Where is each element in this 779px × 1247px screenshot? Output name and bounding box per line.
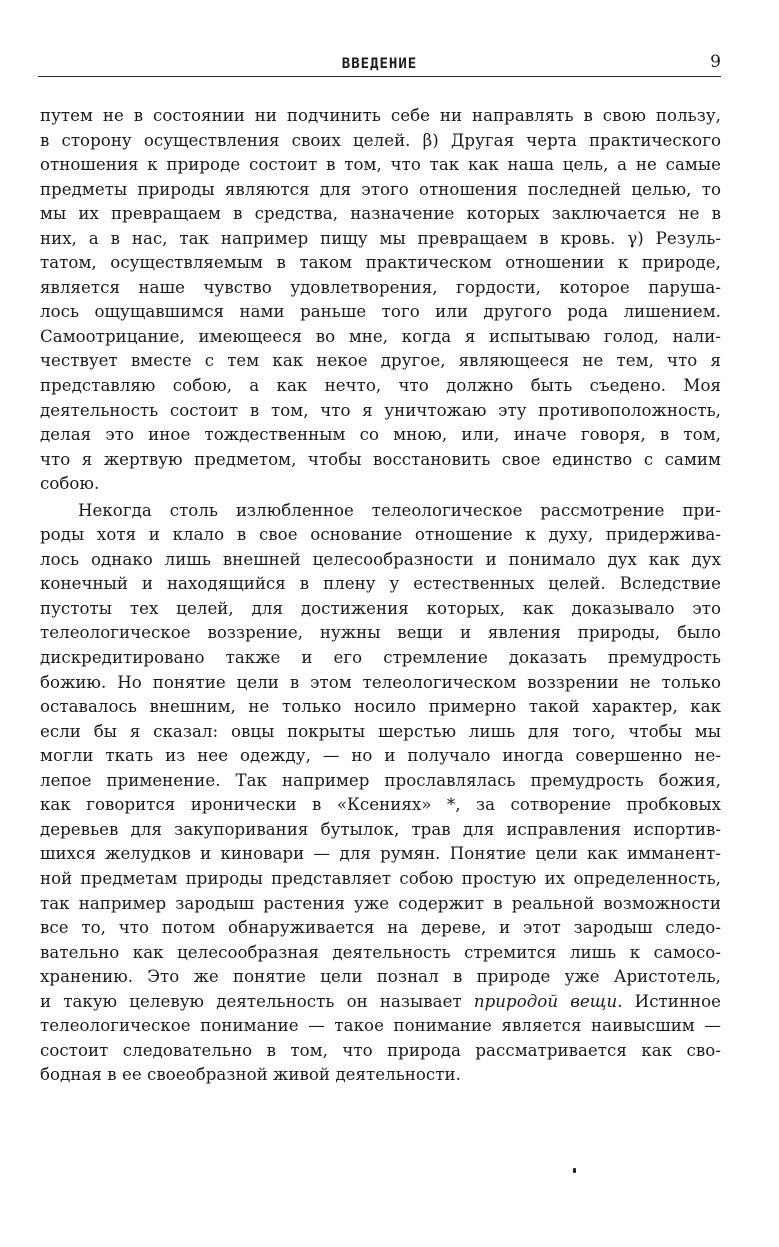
text-line: божию. Но понятие цели в этом телеологическом воззрении не только (40, 672, 721, 692)
text-line: татом, осуществляемым в таком практическом отношении к природе, (40, 253, 721, 273)
text-line: деревьев для закупоривания бутылок, трав для исправления испортив- (40, 819, 721, 839)
text-line: в сторону осуществления своих целей. β) Другая черта практического (40, 130, 721, 150)
text-line: отношения к природе состоит в том, что так как наша цель, а не самые (40, 155, 721, 175)
text-line: является наше чувство удовлетворения, гордости, которое парушa- (40, 277, 721, 297)
page-number: 9 (710, 52, 721, 72)
text-line: представляю собою, а как нечто, что должно быть съедено. Моя (40, 376, 721, 396)
text-line: Некогда столь излюбленное телеологическое рассмотрение при- (78, 500, 721, 520)
running-head (38, 52, 721, 78)
text-line: чествует вместе с тем как некое другое, являющееся не тем, что я (40, 351, 721, 371)
text-line: и такую целевую деятельность он называет природой вещи. Истинное (40, 991, 722, 1011)
text-line: лось ощущавшимся нами раньше того или другого рода лишением. (40, 302, 721, 322)
text-line: телеологическое понимание — такое понимание является наивысшим — (40, 1016, 721, 1036)
text-line: могли ткать из нее одежду, — но и получало иногда совершенно не- (40, 746, 721, 766)
text-line: собою. (40, 474, 100, 494)
text-line: Самоотрицание, имеющееся во мне, когда я испытываю голод, нали- (40, 326, 721, 346)
text-line: шихся желудков и киновари — для румян. Понятие цели как имманент- (40, 844, 721, 864)
text-line: телеологическое воззрение, нужны вещи и явления природы, было (40, 623, 721, 643)
emphasis: природой вещи (473, 991, 618, 1011)
text-line: ной предметам природы представляет собою простую их определенность, (40, 868, 721, 888)
text-line: лепое применение. Так например прославлялась премудрость божия, (40, 770, 721, 790)
text-line: если бы я сказал: овцы покрыты шерстью лишь для того, чтобы мы (40, 721, 721, 741)
paragraph-2 (40, 499, 721, 1088)
text-line: делая это иное тождественным со мною, или, иначе говоря, в том, (40, 425, 721, 445)
header-rule (38, 76, 721, 77)
text-line: них, а в нас, так например пищу мы превращаем в кровь. γ) Резуль- (40, 228, 721, 248)
text-line: состоит следовательно в том, что природа рассматривается как сво- (40, 1040, 721, 1060)
text-line: роды хотя и клало в свое основание отношение к духу, придержива- (40, 525, 721, 545)
text-line: предметы природы являются для этого отношения последней целью, то (40, 179, 721, 199)
paragraph-1 (40, 104, 721, 497)
text-line: мы их превращаем в средства, назначение которых заключается не в (40, 204, 721, 224)
text-line: конечный и находящийся в плену у естественных целей. Вследствие (40, 574, 721, 594)
text-line: что я жертвую предметом, чтобы восстановить свое единство с самим (40, 449, 721, 469)
text-line: путем не в состоянии ни подчинить себе ни направлять в свою пользу, (40, 106, 721, 125)
running-title: ВВЕДЕНИЕ (341, 56, 418, 72)
text-line: лось однако лишь внешней целесообразности и понимало дух как дух (40, 549, 721, 569)
text-line: пустоты тех целей, для достижения которых, как доказывало это (40, 598, 721, 618)
text-line: бодная в ее своеобразной живой деятельности. (40, 1065, 461, 1085)
text-line: дискредитировано также и его стремление доказать премудрость (40, 648, 721, 668)
text-line: как говорится иронически в «Ксениях» *, за сотворение пробковых (40, 795, 721, 815)
body-text (40, 104, 721, 1088)
text-line: хранению. Это же понятие цели познал в природе уже Аристотель, (40, 967, 721, 987)
text-line: все то, что потом обнаруживается на дереве, и этот зародыш следо- (40, 918, 721, 938)
text-line: оставалось внешним, не только носило примерно такой характер, как (40, 697, 721, 717)
text-line: вательно как целесообразная деятельность стремится лишь к самосо- (40, 942, 721, 962)
text-line: деятельность состоит в том, что я уничтожаю эту противоположность, (40, 400, 721, 420)
ink-speck (573, 1168, 576, 1173)
text-line: так например зародыш растения уже содержит в реальной возможности (40, 893, 721, 913)
